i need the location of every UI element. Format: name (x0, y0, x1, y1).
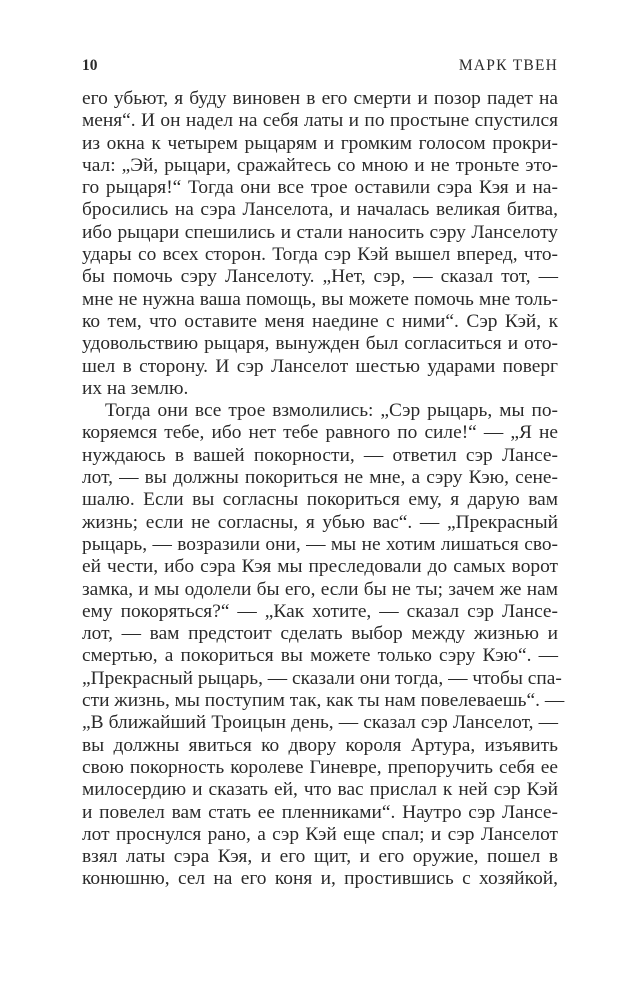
page-header (82, 57, 558, 77)
text-line: чал: „Эй, рыцари, сражайтесь со мною и не троньте это- (82, 154, 558, 176)
text-line: сти жизнь, мы поступим так, как ты нам повелеваешь“. — (82, 690, 565, 712)
text-line: ибо рыцари спешились и стали наносить сэру Ланселоту (82, 221, 558, 243)
text-line: удары со всех сторон. Тогда сэр Кэй вышел вперед, что- (82, 244, 558, 266)
text-line: замка, и мы одолели бы его, если бы не ты; зачем же нам (82, 578, 558, 600)
text-line: лот проснулся рано, а сэр Кэй еще спал; и сэр Ланселот (82, 823, 558, 845)
text-line: нуждаюсь в вашей покорности, — ответил сэр Лансе- (82, 444, 558, 466)
text-line: бросились на сэра Ланселота, и началась великая битва, (82, 199, 558, 221)
text-line: шел в сторону. И сэр Ланселот шестью ударами поверг (82, 355, 558, 377)
paragraph (82, 400, 565, 891)
text-line: свою покорность королеве Гиневре, препоручить себя ее (82, 756, 558, 778)
text-line: ко тем, что оставите меня наедине с ними“. Сэр Кэй, к (82, 310, 558, 332)
text-line: конюшню, сел на его коня и, простившись с хозяйкой, (82, 868, 558, 890)
text-line: взял латы сэра Кэя, и его щит, и его оружие, пошел в (82, 846, 558, 868)
text-line: удовольствию рыцаря, вынужден был согласиться и ото- (82, 333, 558, 355)
text-line: го рыцаря!“ Тогда они все трое оставили сэра Кэя и на- (82, 177, 558, 199)
text-line: меня“. И он надел на себя латы и по простыне спустился (82, 110, 558, 132)
text-line: Тогда они все трое взмолились: „Сэр рыцарь, мы по- (105, 400, 558, 422)
text-line: милосердию и сказать ей, что вас прислал к ней сэр Кэй (82, 779, 558, 801)
text-line: лот, — вам предстоит сделать выбор между жизнью и (82, 623, 558, 645)
text-line: их на землю. (82, 377, 189, 399)
running-head: МАРК ТВЕН (458, 57, 558, 74)
text-line: „В ближайший Троицын день, — сказал сэр Ланселот, — (82, 712, 558, 734)
text-line: лот, — вы должны покориться не мне, а сэру Кэю, сене- (82, 467, 558, 489)
text-line: смертью, а покориться вы можете только сэру Кэю“. — (82, 645, 558, 667)
paragraph (82, 88, 558, 400)
text-line: вы должны явиться ко двору короля Артура, изъявить (82, 734, 558, 756)
text-line: и повелел вам стать ее пленниками“. Наутро сэр Лансе- (82, 801, 558, 823)
text-line: рыцарь, — возразили они, — мы не хотим лишаться сво- (82, 533, 558, 555)
text-line: „Прекрасный рыцарь, — сказали они тогда, — чтобы спа- (82, 667, 562, 689)
text-line: его убьют, я буду виновен в его смерти и позор падет на (82, 88, 558, 109)
text-line: ему покоряться?“ — „Как хотите, — сказал сэр Лансе- (82, 600, 558, 622)
text-line: коряемся тебе, ибо нет тебе равного по силе!“ — „Я не (82, 422, 558, 444)
page-number: 10 (82, 57, 98, 74)
text-line: шалю. Если вы согласны покориться ему, я дарую вам (82, 489, 558, 511)
text-line: жизнь; если не согласны, я убью вас“. — „Прекрасный (82, 511, 558, 533)
text-line: ей чести, ибо сэра Кэя мы преследовали до самых ворот (82, 556, 558, 578)
text-line: из окна к четырем рыцарям и громким голосом прокри- (82, 132, 558, 154)
text-line: бы помочь сэру Ланселоту. „Нет, сэр, — сказал тот, — (82, 266, 558, 288)
text-line: мне не нужна ваша помощь, вы можете помочь мне толь- (82, 288, 558, 310)
body-text (82, 88, 565, 891)
